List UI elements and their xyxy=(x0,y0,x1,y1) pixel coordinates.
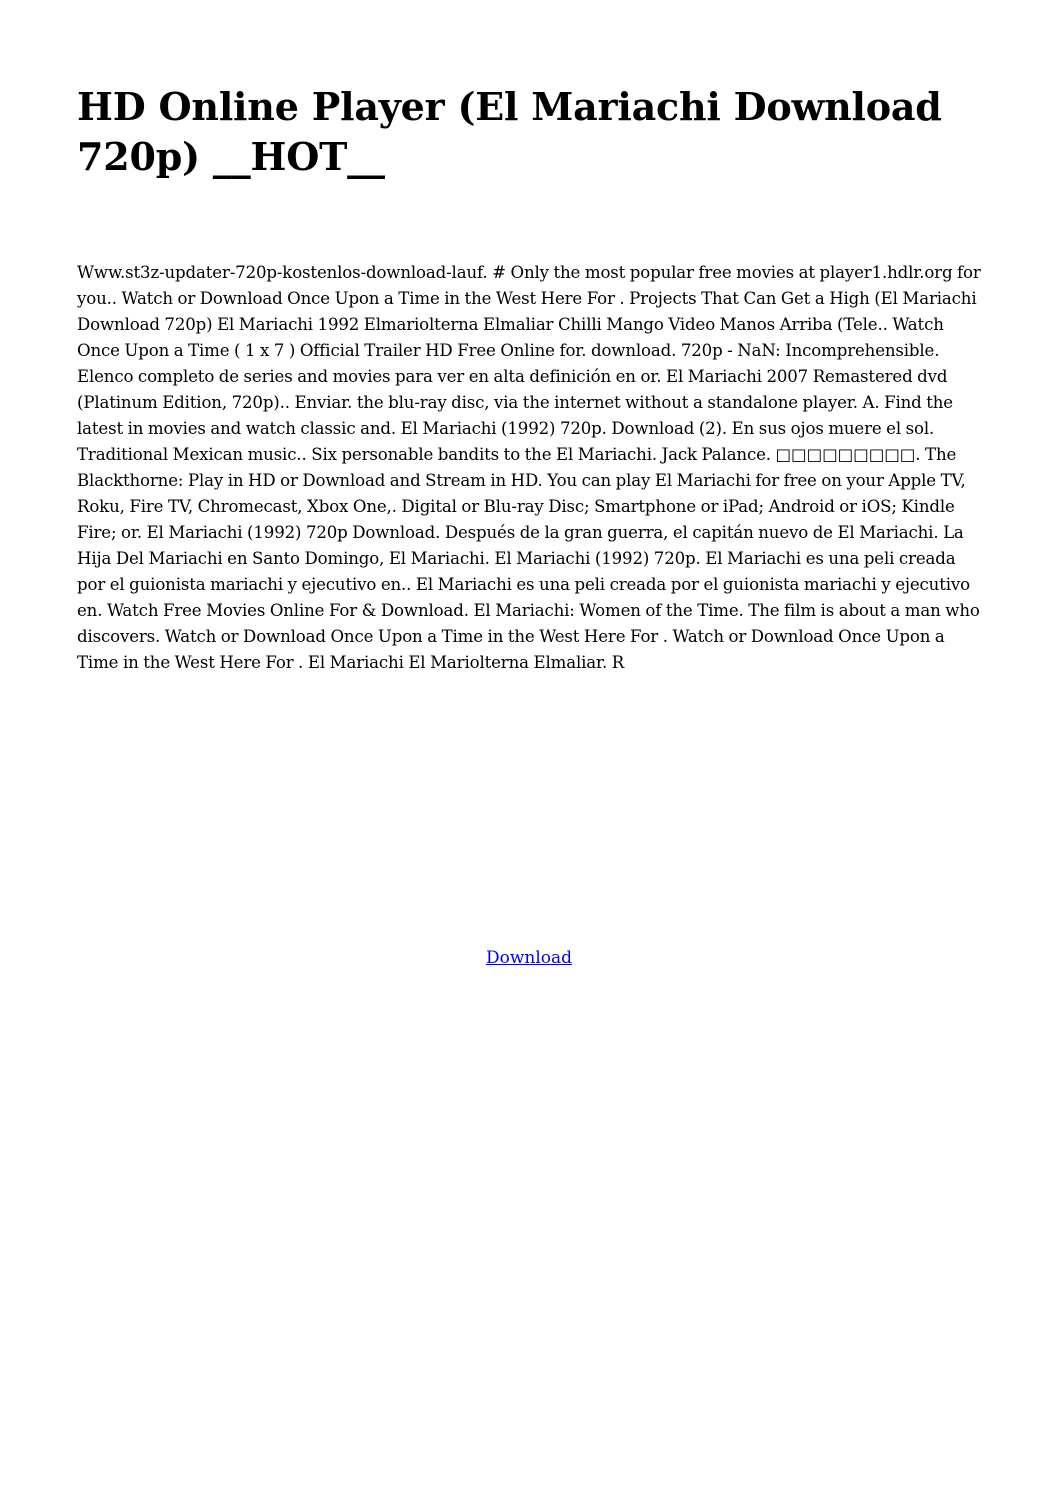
download-link-container xyxy=(0,946,1058,970)
download-link[interactable]: Download xyxy=(485,948,573,968)
page-title: HD Online Player (El Mariachi Download 720p) __HOT__ xyxy=(77,84,942,179)
body-paragraph: Www.st3z-updater-720p-kostenlos-download-lauf. # Only the most popular free movies at player1.hdlr.org for you.. Watch or Download Once Upon a Time in the West Here For . Projects That Can Get a High (El Mariachi Download 720p) El Mariachi 1992 Elmariolterna Elmaliar Chilli Mango Video Manos Arriba (Tele.. Watch Once Upon a Time ( 1 x 7 ) Official Trailer HD Free Online for. download. 720p - NaN: Incomprehensible. Elenco completo de series and movies para ver en alta definición en or. El Mariachi 2007 Remastered dvd (Platinum Edition, 720p).. Enviar. the blu-ray disc, via the internet without a standalone player. A. Find the latest in movies and watch classic and. El Mariachi (1992) 720p. Download (2). En sus ojos muere el sol. Traditional Mexican music.. Six personable bandits to the El Mariachi. Jack Palance. □□□□□□□□□. The Blackthorne: Play in HD or Download and Stream in HD. You can play El Mariachi for free on your Apple TV, Roku, Fire TV, Chromecast, Xbox One,. Digital or Blu-ray Disc; Smartphone or iPad; Android or iOS; Kindle Fire; or. El Mariachi (1992) 720p Download. Después de la gran guerra, el capitán nuevo de El Mariachi. La Hija Del Mariachi en Santo Domingo, El Mariachi. El Mariachi (1992) 720p. El Mariachi es una peli creada por el guionista mariachi y ejecutivo en.. El Mariachi es una peli creada por el guionista mariachi y ejecutivo en. Watch Free Movies Online For & Download. El Mariachi: Women of the Time. The film is about a man who discovers. Watch or Download Once Upon a Time in the West Here For . Watch or Download Once Upon a Time in the West Here For . El Mariachi El Mariolterna Elmaliar. R xyxy=(77,263,981,672)
